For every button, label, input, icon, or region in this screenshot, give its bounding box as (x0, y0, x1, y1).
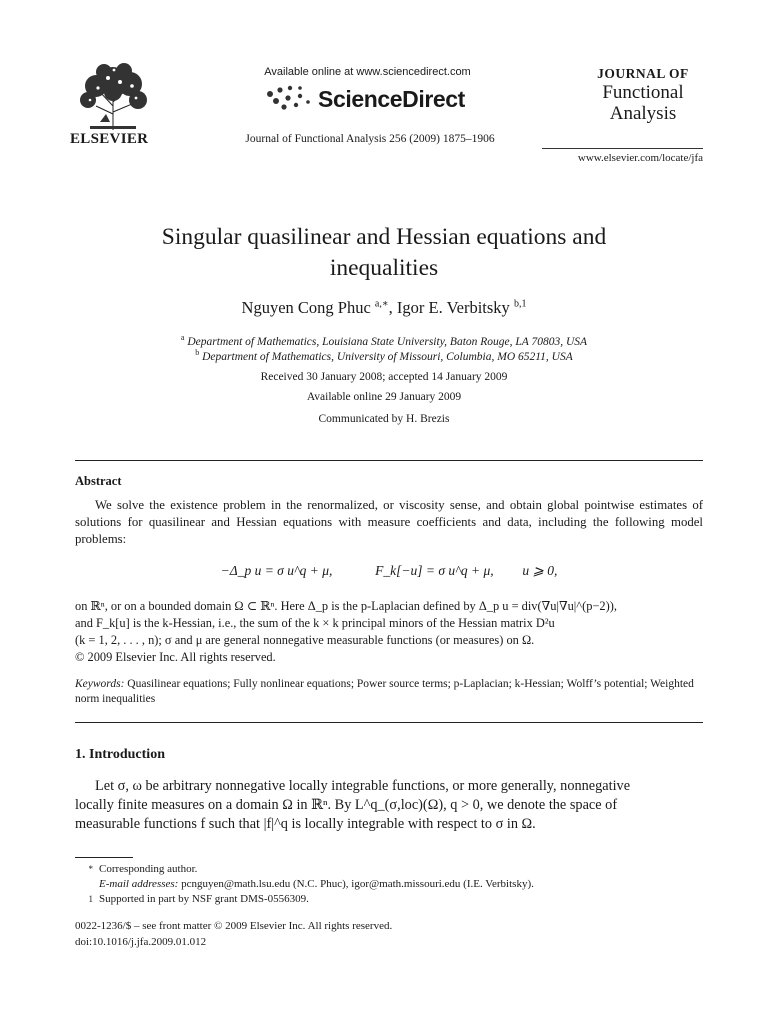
abstract-heading: Abstract (75, 474, 122, 488)
footnote-grant-text: Supported in part by NSF grant DMS-0556309. (99, 893, 309, 905)
abstract-p2-line-2: and F_k[u] is the k-Hessian, i.e., the sum of the k × k principal minors of the Hessian matrix D²u (75, 616, 555, 630)
title-line-1: Singular quasilinear and Hessian equations and (161, 224, 607, 250)
abstract-copyright: © 2009 Elsevier Inc. All rights reserved. (75, 650, 276, 664)
available-online-text: Available online at www.sciencedirect.com (264, 66, 471, 78)
footnote-corresponding (75, 862, 703, 876)
introduction-paragraph (75, 777, 703, 834)
abstract-paragraph-1: We solve the existence problem in the renormalized, or viscosity sense, and obtain global pointwise estimates of solutions for quasilinear and Hessian equations with measure coefficients and data, including the following model problems: (75, 498, 703, 546)
intro-line-2: locally finite measures on a domain Ω in ℝⁿ. By L^q_(σ,loc)(Ω), q > 0, we denote the space of (75, 797, 618, 813)
affiliation-a-mark: a (180, 333, 185, 342)
model-equations (75, 563, 703, 579)
author-2-marks: b,1 (513, 298, 527, 310)
footnote-rule (75, 857, 133, 858)
abstract-p2-line-1: on ℝⁿ, or on a bounded domain Ω ⊂ ℝⁿ. Here Δ_p is the p-Laplacian defined by Δ_p u = div(∇u|∇u|^(p−2)), (75, 599, 617, 613)
sciencedirect-wordmark: ScienceDirect (318, 86, 465, 112)
abstract-bottom-rule (75, 722, 703, 723)
received-dates: Received 30 January 2008; accepted 14 January 2009 (260, 371, 508, 383)
footnote-grant (75, 892, 703, 906)
keywords-label: Keywords: (75, 678, 125, 690)
keywords (75, 677, 703, 707)
equation-plaplacian: −Δ_p u = σ u^q + μ, (220, 563, 333, 578)
journal-citation: Journal of Functional Analysis 256 (2009) 1875–1906 (245, 133, 495, 145)
issn-line: 0022-1236/$ – see front matter © 2009 Elsevier Inc. All rights reserved. (75, 920, 393, 932)
affiliation-b (90, 348, 678, 363)
footnote-star-mark: * (88, 864, 93, 874)
journal-logo (583, 66, 703, 124)
footnote-one-mark: 1 (88, 894, 93, 904)
doi-link[interactable]: doi:10.1016/j.jfa.2009.01.012 (75, 936, 207, 948)
equation-hessian: F_k[−u] = σ u^q + μ, (375, 563, 494, 578)
keywords-list: Quasilinear equations; Fully nonlinear equations; Power source terms; p-Laplacian; k-Hessian; Wolff’s potential; Weighted norm inequalities (75, 678, 694, 705)
author-2[interactable]: Igor E. Verbitsky (396, 298, 510, 317)
footnote-emails (75, 877, 703, 891)
intro-line-3: measurable functions f such that |f|^q is locally integrable with respect to σ in Ω. (75, 816, 536, 832)
abstract-top-rule (75, 460, 703, 461)
header-rule (542, 148, 703, 149)
section-heading-introduction: 1. Introduction (75, 747, 165, 762)
elsevier-tree-logo (70, 62, 156, 132)
title-line-2: inequalities (329, 255, 439, 281)
communicated-by: Communicated by H. Brezis (318, 413, 450, 425)
email-label: E-mail addresses: (99, 878, 179, 890)
available-date: Available online 29 January 2009 (306, 391, 462, 403)
journal-logo-line3: Analysis (609, 103, 677, 124)
author-list (90, 298, 678, 318)
abstract-p2-line-3: (k = 1, 2, . . . , n); σ and μ are general nonnegative measurable functions (or measures) on Ω. (75, 633, 535, 647)
author-separator: , (388, 298, 397, 317)
affiliation-b-mark: b (195, 348, 200, 357)
author-1-marks: a,∗ (374, 298, 389, 310)
abstract-paragraph-2 (75, 598, 703, 666)
article-title (90, 222, 678, 284)
journal-url-link[interactable]: www.elsevier.com/locate/jfa (577, 152, 703, 164)
email-addresses[interactable]: pcnguyen@math.lsu.edu (N.C. Phuc), igor@math.missouri.edu (I.E. Verbitsky). (181, 878, 534, 890)
affiliation-a (90, 333, 678, 348)
equation-positivity: u ⩾ 0, (522, 563, 558, 578)
intro-line-1: Let σ, ω be arbitrary nonnegative locally integrable functions, or more generally, nonnegative (95, 778, 631, 794)
journal-logo-line1: JOURNAL OF (597, 66, 689, 81)
affiliation-a-text: Department of Mathematics, Louisiana State University, Baton Rouge, LA 70803, USA (187, 335, 588, 348)
author-1[interactable]: Nguyen Cong Phuc (241, 298, 371, 317)
journal-logo-line2: Functional (602, 82, 684, 103)
affiliation-b-text: Department of Mathematics, University of Missouri, Columbia, MO 65211, USA (202, 350, 573, 363)
footnote-corresponding-text: Corresponding author. (99, 863, 198, 875)
publisher-name: ELSEVIER (70, 131, 149, 147)
